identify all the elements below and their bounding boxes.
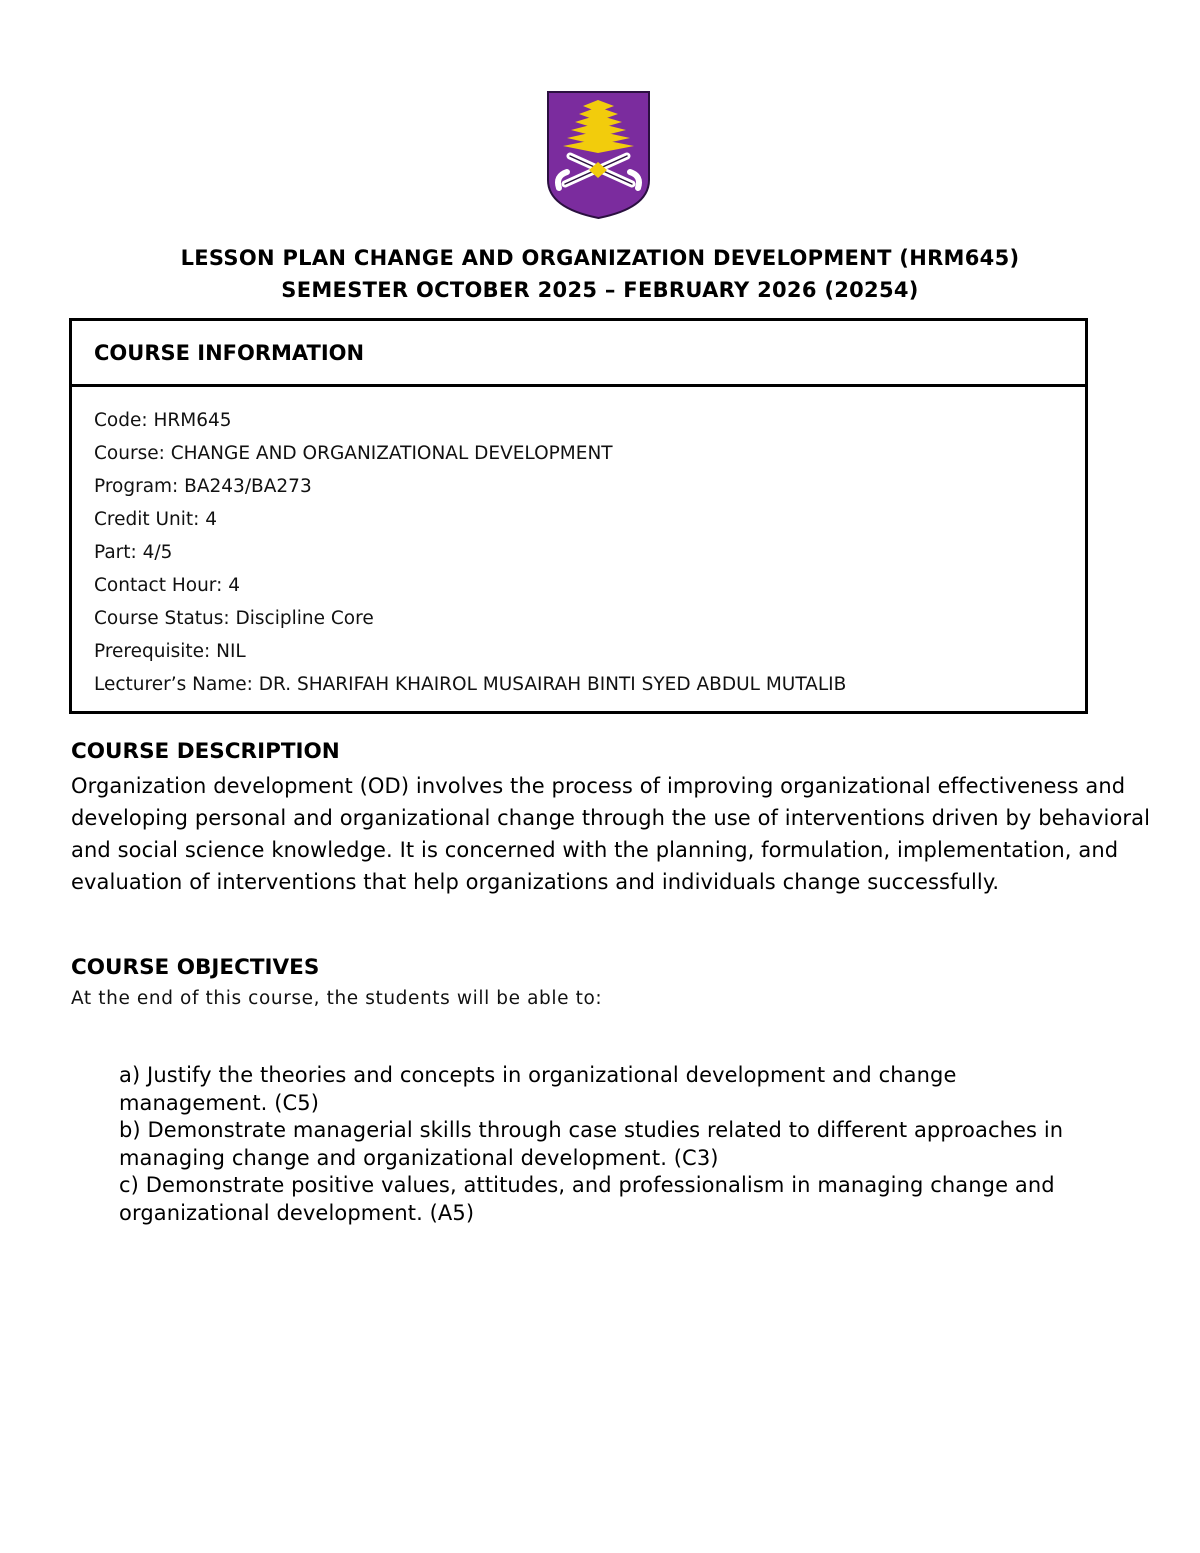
- info-program: Program: BA243/BA273: [94, 476, 312, 497]
- info-code: Code: HRM645: [94, 410, 232, 431]
- course-objectives-list: [119, 1062, 1109, 1227]
- objective-c: c) Demonstrate positive values, attitudes, and professionalism in managing change and organizational development. (A5): [119, 1173, 1055, 1225]
- course-objectives-heading: COURSE OBJECTIVES: [71, 955, 320, 980]
- document-title: [0, 242, 1200, 306]
- course-description-heading: COURSE DESCRIPTION: [71, 739, 340, 764]
- course-description-text: Organization development (OD) involves the process of improving organizational effectiveness and developing personal and organizational change through the use of interventions driven by behavioral and social science knowledge. It is concerned with the planning, formulation, implementation, and evaluation of interventions that help organizations and individuals change successfully.: [71, 774, 1151, 894]
- crest-icon: [515, 72, 685, 240]
- title-line-2: SEMESTER OCTOBER 2025 – FEBRUARY 2026 (20254): [281, 278, 919, 302]
- info-prerequisite: Prerequisite: NIL: [94, 641, 246, 662]
- title-line-1: LESSON PLAN CHANGE AND ORGANIZATION DEVELOPMENT (HRM645): [180, 246, 1020, 270]
- course-information-box: [69, 318, 1088, 714]
- info-course: Course: CHANGE AND ORGANIZATIONAL DEVELOPMENT: [94, 443, 613, 464]
- course-information-body: [72, 387, 1085, 701]
- objective-b: b) Demonstrate managerial skills through case studies related to different approaches in managing change and organizational development. (C3): [119, 1118, 1064, 1170]
- info-lecturer-name: Lecturer’s Name: DR. SHARIFAH KHAIROL MUSAIRAH BINTI SYED ABDUL MUTALIB: [94, 674, 847, 695]
- course-objectives-intro: At the end of this course, the students will be able to:: [71, 988, 603, 1009]
- course-information-heading: COURSE INFORMATION: [72, 321, 1085, 387]
- info-course-status: Course Status: Discipline Core: [94, 608, 374, 629]
- info-part: Part: 4/5: [94, 542, 173, 563]
- university-logo: [515, 72, 685, 240]
- info-credit-unit: Credit Unit: 4: [94, 509, 218, 530]
- info-contact-hour: Contact Hour: 4: [94, 575, 240, 596]
- objective-a: a) Justify the theories and concepts in organizational development and change management. (C5): [119, 1063, 957, 1115]
